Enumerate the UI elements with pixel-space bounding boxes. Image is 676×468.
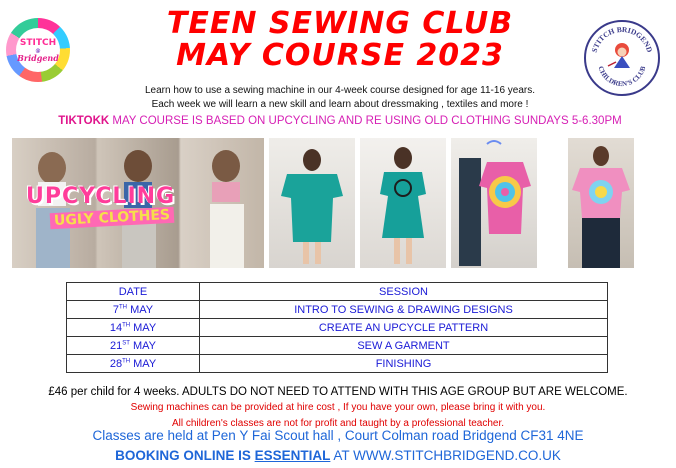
header-session: SESSION bbox=[200, 283, 608, 301]
date-cell bbox=[67, 319, 200, 337]
date-day: 7 bbox=[112, 303, 120, 316]
booking-essential: ESSENTIAL bbox=[254, 448, 331, 463]
upcycling-overlay-title: UPCYCLING bbox=[26, 184, 176, 209]
schedule-table bbox=[66, 282, 608, 373]
date-suffix: TH bbox=[122, 321, 131, 328]
date-month: MAY bbox=[130, 321, 157, 334]
booking-text-1: BOOKING ONLINE IS bbox=[115, 448, 255, 463]
session-cell: SEW A GARMENT bbox=[200, 337, 608, 355]
date-suffix: TH bbox=[122, 357, 131, 364]
session-cell: CREATE AN UPCYCLE PATTERN bbox=[200, 319, 608, 337]
upcycling-overlay-subtitle: UGLY CLOTHES bbox=[50, 207, 175, 229]
not-for-profit-note: All children's classes are not for profit and taught by a professional teacher. bbox=[171, 418, 505, 429]
tie-dye-garment-photo bbox=[451, 138, 537, 268]
date-day: 21 bbox=[110, 339, 123, 352]
tie-dye-tshirt-photo bbox=[568, 138, 634, 268]
date-cell bbox=[67, 337, 200, 355]
booking-info bbox=[0, 448, 676, 463]
intro-line2: Each week we will learn a new skill and learn about dressmaking , textiles and more ! bbox=[151, 99, 529, 110]
doll-illustration bbox=[608, 43, 630, 68]
svg-text:CHILDREN'S CLUB bbox=[596, 65, 647, 88]
venue-info: Classes are held at Pen Y Fai Scout hall , Court Colman road Bridgend CF31 4NE bbox=[92, 428, 584, 443]
tiktok-course-info bbox=[40, 114, 640, 128]
title-line2: MAY COURSE 2023 bbox=[176, 38, 504, 73]
table-header-row bbox=[67, 283, 608, 301]
logo-left-line2: @ bbox=[35, 47, 41, 54]
date-cell bbox=[67, 301, 200, 319]
table-row bbox=[67, 337, 608, 355]
date-cell bbox=[67, 355, 200, 373]
table-row bbox=[67, 355, 608, 373]
session-cell: INTRO TO SEWING & DRAWING DESIGNS bbox=[200, 301, 608, 319]
sewing-machine-note: Sewing machines can be provided at hire cost , If you have your own, please bring it with you. bbox=[130, 402, 546, 413]
date-month: MAY bbox=[127, 303, 154, 316]
title-line1: TEEN SEWING CLUB bbox=[166, 6, 514, 41]
date-day: 28 bbox=[109, 357, 123, 370]
table-row bbox=[67, 301, 608, 319]
teal-tshirt-photo bbox=[269, 138, 355, 268]
booking-website-link[interactable]: AT WWW.STITCHBRIDGEND.CO.UK bbox=[330, 448, 561, 463]
date-suffix: TH bbox=[119, 303, 128, 310]
teal-dress-photo bbox=[360, 138, 446, 268]
logo-left-line3: Bridgend bbox=[17, 52, 59, 63]
stitch-at-bridgend-logo bbox=[6, 18, 70, 82]
table-row bbox=[67, 319, 608, 337]
upcycling-overlay bbox=[26, 184, 256, 230]
header-date: DATE bbox=[67, 283, 200, 301]
price-info: £46 per child for 4 weeks. ADULTS DO NOT NEED TO ATTEND WITH THIS AGE GROUP BUT ARE WELCOME. bbox=[48, 386, 628, 398]
date-month: MAY bbox=[129, 339, 156, 352]
tiktok-text: MAY COURSE IS BASED ON UPCYCLING AND RE USING OLD CLOTHING SUNDAYS 5-6.30PM bbox=[109, 115, 622, 127]
date-suffix: ST bbox=[122, 339, 130, 346]
stitch-bridgend-childrens-club-logo bbox=[584, 20, 660, 96]
tiktok-tag: TIKTOKK bbox=[58, 115, 110, 127]
logo-right-bottom-text: CHILDREN'S CLUB bbox=[596, 65, 648, 89]
intro-line1: Learn how to use a sewing machine in our 4-week course designed for age 11-16 years. bbox=[144, 85, 536, 96]
date-month: MAY bbox=[130, 357, 157, 370]
date-day: 14 bbox=[109, 321, 123, 334]
logo-left-line1: STITCH bbox=[19, 37, 57, 48]
session-cell: FINISHING bbox=[200, 355, 608, 373]
logo-right-top-text: STITCH BRIDGEND bbox=[589, 24, 655, 54]
